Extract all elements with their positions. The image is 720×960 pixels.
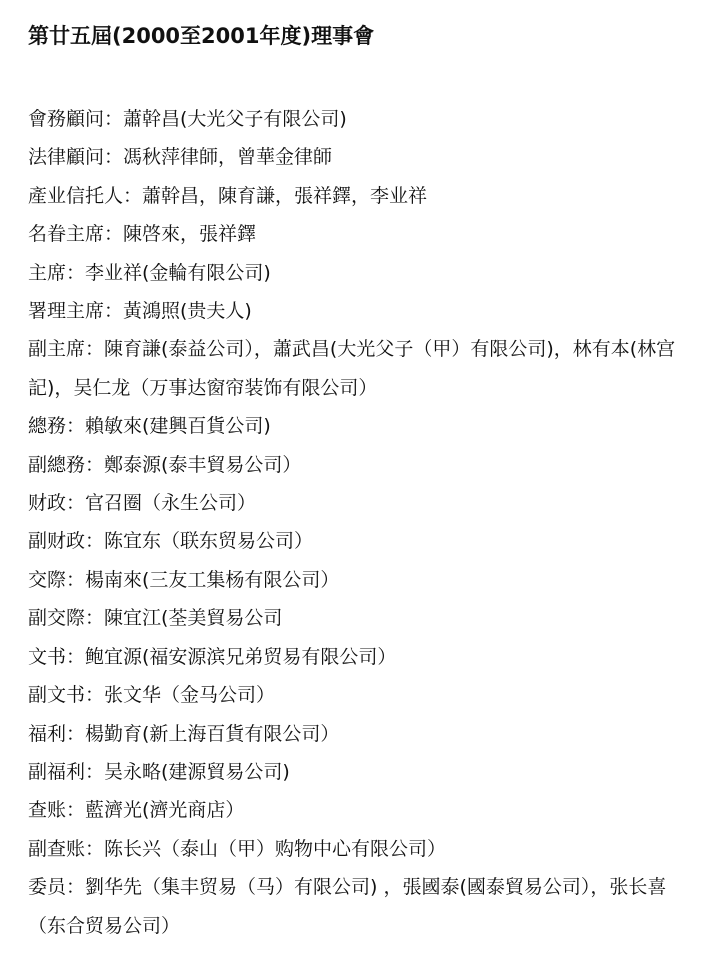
board-entry-vice-auditor: 副查账：陈长兴（泰山（甲）购物中心有限公司） xyxy=(28,837,447,860)
board-entry-welfare: 福利：楊勤育(新上海百貨有限公司） xyxy=(28,722,340,745)
board-entry-advisor: 會務顧问：蕭幹昌(大光父子有限公司) xyxy=(28,108,347,130)
board-entry-committee-members: 委员：劉华先（集丰贸易（马）有限公司) ，張國泰(國泰貿易公司），张长喜（东合贸易公司） xyxy=(28,876,667,937)
board-entry-general-affairs: 總務：賴敏來(建興百貨公司) xyxy=(28,415,271,438)
board-entry-vice-chairmen: 副主席：陳育謙(泰益公司），蕭武昌(大光父子（甲）有限公司)，林有本(林宫記)，吴仁龙（万事达窗帘装饰有限公司） xyxy=(28,338,676,399)
board-entry-honorary-chairmen: 名眷主席：陳啓來，張祥鐸 xyxy=(28,223,257,246)
board-member-list xyxy=(28,100,680,945)
board-entry-auditor: 查账：藍濟光(濟光商店） xyxy=(28,799,245,822)
board-entry-vice-welfare: 副福利：吴永略(建源貿易公司) xyxy=(28,760,290,783)
board-entry-property-trustees: 產业信托人：蕭幹昌，陳育謙，張祥鐸，李业祥 xyxy=(28,184,428,207)
board-entry-legal-advisors: 法律顧问：馮秋萍律師，曾華金律師 xyxy=(28,146,333,169)
board-entry-vice-social-affairs: 副交際：陳宜江(荃美貿易公司 xyxy=(28,607,283,630)
board-entry-secretary: 文书：鲍宜源(福安源滨兄弟贸易有限公司） xyxy=(28,645,397,668)
board-entry-vice-general-affairs: 副總務：鄭泰源(泰丰貿易公司） xyxy=(28,453,302,476)
board-entry-treasurer: 财政：官召圈（永生公司） xyxy=(28,492,257,515)
board-entry-social-affairs: 交際：楊南來(三友工集杨有限公司） xyxy=(28,568,340,591)
board-entry-vice-treasurer: 副财政：陈宜东（联东贸易公司） xyxy=(28,530,314,553)
board-entry-chairman: 主席：李业祥(金輪有限公司) xyxy=(28,261,271,284)
board-entry-vice-secretary: 副文书：张文华（金马公司） xyxy=(28,684,276,707)
board-entry-acting-chairman: 署理主席：黃鴻照(贵夫人) xyxy=(28,300,252,323)
document-title: 第廿五屆(2000至2001年度)理事會 xyxy=(28,24,375,48)
